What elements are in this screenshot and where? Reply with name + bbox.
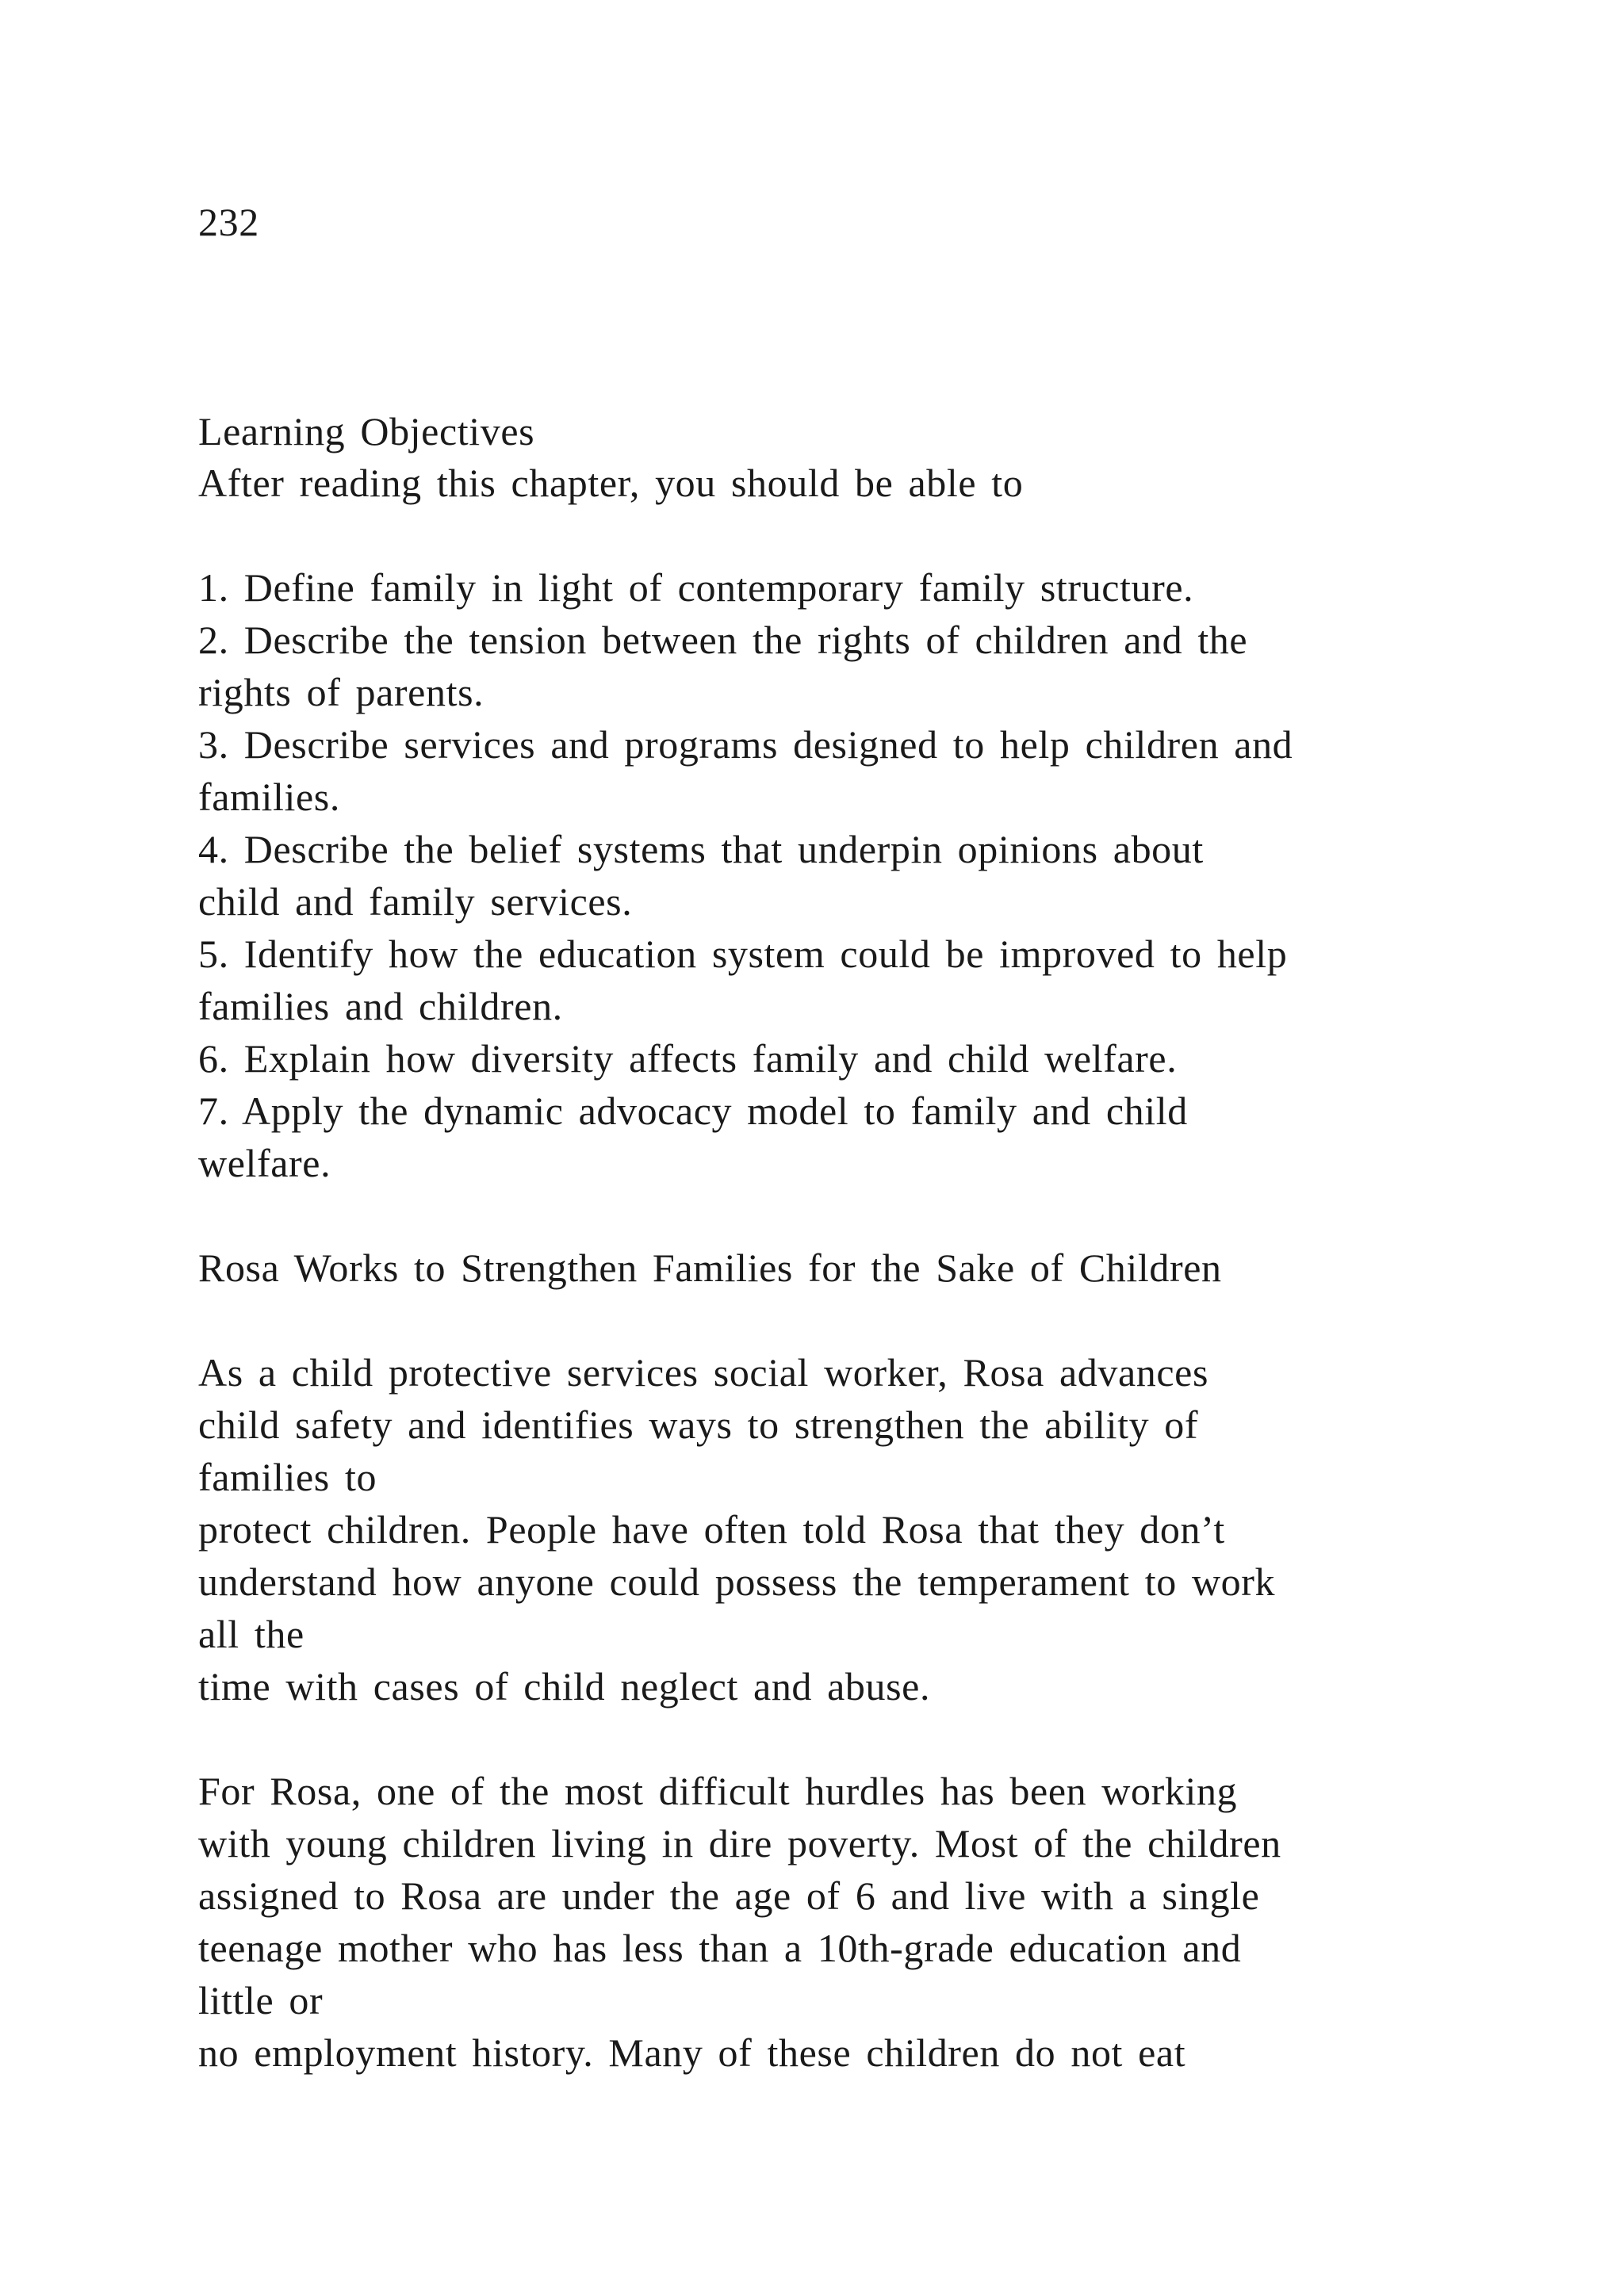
paragraph-line: understand how anyone could possess the temperament to work [198,1559,1276,1604]
objective-line: 7. Apply the dynamic advocacy model to family and child [198,1089,1188,1133]
paragraph-line: no employment history. Many of these children do not eat [198,2030,1186,2075]
objectives-intro: After reading this chapter, you should be able to [198,461,1024,505]
case-title: Rosa Works to Strengthen Families for the Sake of Children [198,1246,1222,1290]
objective-line: 6. Explain how diversity affects family and child welfare. [198,1036,1178,1081]
paragraph-line: assigned to Rosa are under the age of 6 and live with a single [198,1873,1260,1918]
objectives-heading: Learning Objectives [198,409,535,453]
objective-line: 2. Describe the tension between the rights of children and the [198,618,1248,662]
objective-line: families. [198,775,340,819]
objective-line: welfare. [198,1141,331,1185]
paragraph-line: families to [198,1455,377,1499]
paragraph-line: with young children living in dire poverty. Most of the children [198,1821,1281,1866]
objective-line: families and children. [198,984,563,1028]
objective-line: child and family services. [198,879,633,924]
paragraph-line: little or [198,1978,324,2022]
paragraph-line: teenage mother who has less than a 10th-grade education and [198,1926,1242,1970]
page-number: 232 [198,200,259,244]
objective-line: 1. Define family in light of contemporary family structure. [198,565,1194,610]
paragraph-line: For Rosa, one of the most difficult hurdles has been working [198,1769,1238,1813]
objective-line: rights of parents. [198,670,485,714]
paragraph-line: child safety and identifies ways to strengthen the ability of [198,1402,1199,1447]
paragraph-line: As a child protective services social worker, Rosa advances [198,1350,1209,1395]
paragraph-line: all the [198,1612,304,1656]
objective-line: 3. Describe services and programs designed to help children and [198,722,1293,767]
paragraph-line: protect children. People have often told Rosa that they don’t [198,1507,1225,1552]
objective-line: 4. Describe the belief systems that underpin opinions about [198,827,1204,871]
paragraph-line: time with cases of child neglect and abuse. [198,1664,931,1709]
objective-line: 5. Identify how the education system could be improved to help [198,932,1288,976]
